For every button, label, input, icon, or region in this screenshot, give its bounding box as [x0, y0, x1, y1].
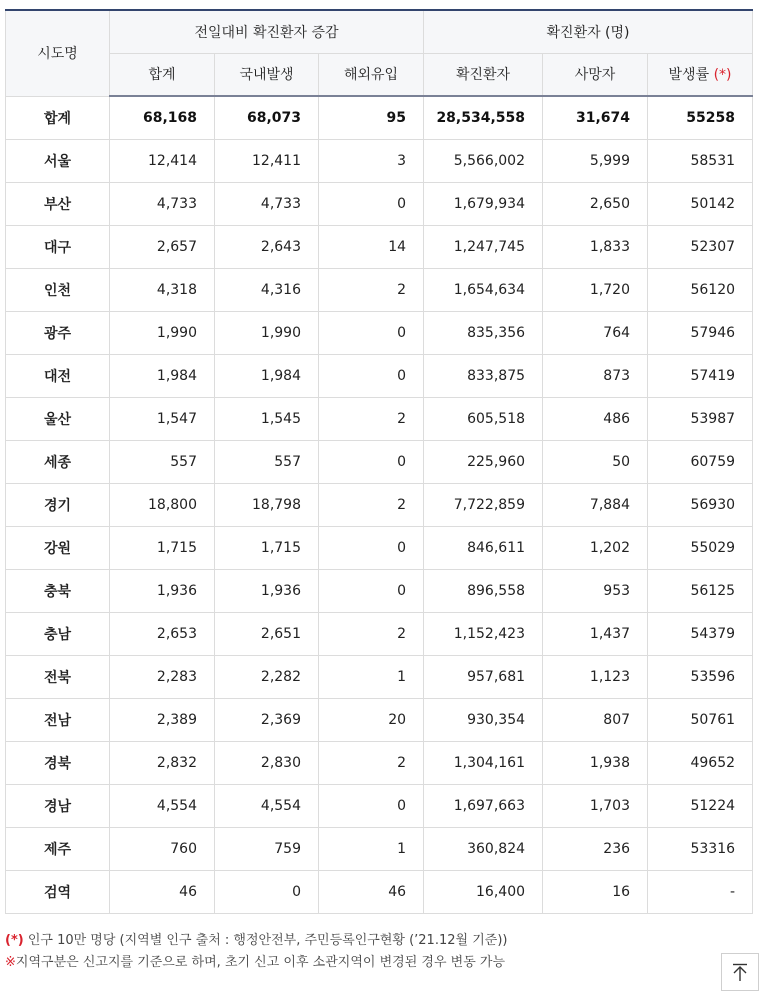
domestic-cell: 1,545: [215, 397, 319, 440]
imported-cell: 1: [319, 827, 424, 870]
total-cell: 4,318: [110, 268, 215, 311]
region-cell: 경남: [6, 784, 110, 827]
confirmed-cell: 1,247,745: [424, 225, 543, 268]
imported-cell: 0: [319, 311, 424, 354]
deaths-cell: 1,202: [543, 526, 648, 569]
imported-cell: 0: [319, 526, 424, 569]
total-cell: 1,984: [110, 354, 215, 397]
total-column-header: 합계: [110, 53, 215, 96]
table-header: [6, 10, 753, 96]
domestic-cell: 18,798: [215, 483, 319, 526]
region-cell: 세종: [6, 440, 110, 483]
confirmed-cell: 16,400: [424, 870, 543, 913]
region-cell: 경북: [6, 741, 110, 784]
incidence-cell: 56930: [648, 483, 753, 526]
total-cell: 12,414: [110, 139, 215, 182]
incidence-marker: (*): [713, 67, 732, 84]
confirmed-cell: 896,558: [424, 569, 543, 612]
covid-region-table: [5, 9, 753, 914]
total-cell: 2,389: [110, 698, 215, 741]
deaths-cell: 764: [543, 311, 648, 354]
total-cell: 760: [110, 827, 215, 870]
incidence-cell: 58531: [648, 139, 753, 182]
deaths-cell: 1,938: [543, 741, 648, 784]
deaths-cell: 2,650: [543, 182, 648, 225]
total-cell: 557: [110, 440, 215, 483]
imported-cell: 2: [319, 741, 424, 784]
incidence-cell: -: [648, 870, 753, 913]
deaths-cell: 7,884: [543, 483, 648, 526]
incidence-cell: 54379: [648, 612, 753, 655]
total-cell: 2,657: [110, 225, 215, 268]
table-row: [6, 483, 753, 526]
deaths-cell: 486: [543, 397, 648, 440]
confirmed-cell: 1,697,663: [424, 784, 543, 827]
imported-cell: 0: [319, 182, 424, 225]
domestic-cell: 2,369: [215, 698, 319, 741]
incidence-cell: 60759: [648, 440, 753, 483]
domestic-cell: 1,984: [215, 354, 319, 397]
incidence-cell: 56125: [648, 569, 753, 612]
total-cell: 18,800: [110, 483, 215, 526]
domestic-cell: 0: [215, 870, 319, 913]
arrow-up-icon: [730, 962, 750, 982]
domestic-cell: 68,073: [215, 96, 319, 139]
domestic-column-header: 국내발생: [215, 53, 319, 96]
footnote-region-text: 지역구분은 신고지를 기준으로 하며, 초기 신고 이후 소관지역이 변경된 경우 변동 가능: [15, 955, 506, 970]
footnote-incidence-text: 인구 10만 명당 (지역별 인구 출처 : 행정안전부, 주민등록인구현황 (’21.12월 기준)): [23, 933, 508, 948]
domestic-cell: 2,643: [215, 225, 319, 268]
confirmed-cell: 1,679,934: [424, 182, 543, 225]
imported-cell: 2: [319, 268, 424, 311]
incidence-cell: 55258: [648, 96, 753, 139]
total-cell: 2,283: [110, 655, 215, 698]
incidence-cell: 57946: [648, 311, 753, 354]
imported-cell: 2: [319, 397, 424, 440]
table-row: [6, 526, 753, 569]
incidence-cell: 49652: [648, 741, 753, 784]
region-cell: 합계: [6, 96, 110, 139]
region-cell: 충북: [6, 569, 110, 612]
deaths-cell: 807: [543, 698, 648, 741]
confirmed-cell: 1,654,634: [424, 268, 543, 311]
region-column-header: 시도명: [6, 10, 110, 96]
total-cell: 2,832: [110, 741, 215, 784]
incidence-cell: 51224: [648, 784, 753, 827]
deaths-cell: 236: [543, 827, 648, 870]
table-row: [6, 655, 753, 698]
deaths-cell: 1,720: [543, 268, 648, 311]
table-row: [6, 354, 753, 397]
incidence-column-header: [648, 53, 753, 96]
imported-cell: 2: [319, 483, 424, 526]
deaths-cell: 1,833: [543, 225, 648, 268]
total-cell: 1,547: [110, 397, 215, 440]
imported-cell: 95: [319, 96, 424, 139]
table-total-row: [6, 96, 753, 139]
region-cell: 경기: [6, 483, 110, 526]
table-row: [6, 440, 753, 483]
imported-cell: 14: [319, 225, 424, 268]
table-row: [6, 311, 753, 354]
domestic-cell: 1,936: [215, 569, 319, 612]
region-cell: 대전: [6, 354, 110, 397]
incidence-cell: 55029: [648, 526, 753, 569]
incidence-cell: 56120: [648, 268, 753, 311]
region-cell: 전북: [6, 655, 110, 698]
total-cell: 4,733: [110, 182, 215, 225]
table-body: [6, 96, 753, 913]
imported-cell: 0: [319, 440, 424, 483]
total-cell: 68,168: [110, 96, 215, 139]
table-row: [6, 268, 753, 311]
domestic-cell: 2,651: [215, 612, 319, 655]
daily-change-group-header: 전일대비 확진환자 증감: [110, 10, 424, 53]
imported-cell: 20: [319, 698, 424, 741]
imported-cell: 2: [319, 612, 424, 655]
footnote-marker: (*): [5, 933, 24, 948]
table-row: [6, 612, 753, 655]
deaths-column-header: 사망자: [543, 53, 648, 96]
imported-column-header: 해외유입: [319, 53, 424, 96]
confirmed-column-header: 확진환자: [424, 53, 543, 96]
region-cell: 광주: [6, 311, 110, 354]
confirmed-cell: 846,611: [424, 526, 543, 569]
total-cell: 2,653: [110, 612, 215, 655]
deaths-cell: 1,703: [543, 784, 648, 827]
region-cell: 울산: [6, 397, 110, 440]
region-cell: 서울: [6, 139, 110, 182]
incidence-cell: 53596: [648, 655, 753, 698]
footnote-incidence: [5, 930, 507, 952]
imported-cell: 46: [319, 870, 424, 913]
total-cell: 1,990: [110, 311, 215, 354]
footnotes: [5, 930, 507, 974]
deaths-cell: 16: [543, 870, 648, 913]
footnote-region: [5, 952, 507, 974]
incidence-cell: 50142: [648, 182, 753, 225]
cumulative-group-header: 확진환자 (명): [424, 10, 753, 53]
confirmed-cell: 957,681: [424, 655, 543, 698]
imported-cell: 3: [319, 139, 424, 182]
domestic-cell: 2,282: [215, 655, 319, 698]
confirmed-cell: 225,960: [424, 440, 543, 483]
confirmed-cell: 1,304,161: [424, 741, 543, 784]
domestic-cell: 1,715: [215, 526, 319, 569]
incidence-cell: 53987: [648, 397, 753, 440]
deaths-cell: 1,437: [543, 612, 648, 655]
scroll-to-top-button[interactable]: [721, 953, 759, 991]
imported-cell: 1: [319, 655, 424, 698]
deaths-cell: 50: [543, 440, 648, 483]
region-cell: 제주: [6, 827, 110, 870]
incidence-cell: 57419: [648, 354, 753, 397]
deaths-cell: 953: [543, 569, 648, 612]
confirmed-cell: 5,566,002: [424, 139, 543, 182]
domestic-cell: 1,990: [215, 311, 319, 354]
region-cell: 대구: [6, 225, 110, 268]
confirmed-cell: 930,354: [424, 698, 543, 741]
domestic-cell: 759: [215, 827, 319, 870]
region-cell: 전남: [6, 698, 110, 741]
domestic-cell: 4,316: [215, 268, 319, 311]
deaths-cell: 873: [543, 354, 648, 397]
table-row: [6, 698, 753, 741]
domestic-cell: 557: [215, 440, 319, 483]
deaths-cell: 5,999: [543, 139, 648, 182]
domestic-cell: 4,554: [215, 784, 319, 827]
table-row: [6, 225, 753, 268]
table-row: [6, 870, 753, 913]
confirmed-cell: 360,824: [424, 827, 543, 870]
table-row: [6, 397, 753, 440]
table-row: [6, 827, 753, 870]
table-row: [6, 569, 753, 612]
confirmed-cell: 7,722,859: [424, 483, 543, 526]
region-cell: 부산: [6, 182, 110, 225]
domestic-cell: 4,733: [215, 182, 319, 225]
region-cell: 검역: [6, 870, 110, 913]
imported-cell: 0: [319, 569, 424, 612]
incidence-cell: 50761: [648, 698, 753, 741]
confirmed-cell: 605,518: [424, 397, 543, 440]
domestic-cell: 12,411: [215, 139, 319, 182]
incidence-label: 발생률: [668, 67, 710, 84]
incidence-cell: 52307: [648, 225, 753, 268]
region-cell: 인천: [6, 268, 110, 311]
deaths-cell: 31,674: [543, 96, 648, 139]
total-cell: 4,554: [110, 784, 215, 827]
deaths-cell: 1,123: [543, 655, 648, 698]
incidence-cell: 53316: [648, 827, 753, 870]
total-cell: 1,715: [110, 526, 215, 569]
table-row: [6, 182, 753, 225]
region-cell: 충남: [6, 612, 110, 655]
confirmed-cell: 1,152,423: [424, 612, 543, 655]
confirmed-cell: 835,356: [424, 311, 543, 354]
total-cell: 46: [110, 870, 215, 913]
imported-cell: 0: [319, 354, 424, 397]
table-row: [6, 139, 753, 182]
total-cell: 1,936: [110, 569, 215, 612]
confirmed-cell: 28,534,558: [424, 96, 543, 139]
region-cell: 강원: [6, 526, 110, 569]
confirmed-cell: 833,875: [424, 354, 543, 397]
table-row: [6, 741, 753, 784]
domestic-cell: 2,830: [215, 741, 319, 784]
imported-cell: 0: [319, 784, 424, 827]
reference-mark: ※: [5, 955, 16, 970]
table-row: [6, 784, 753, 827]
